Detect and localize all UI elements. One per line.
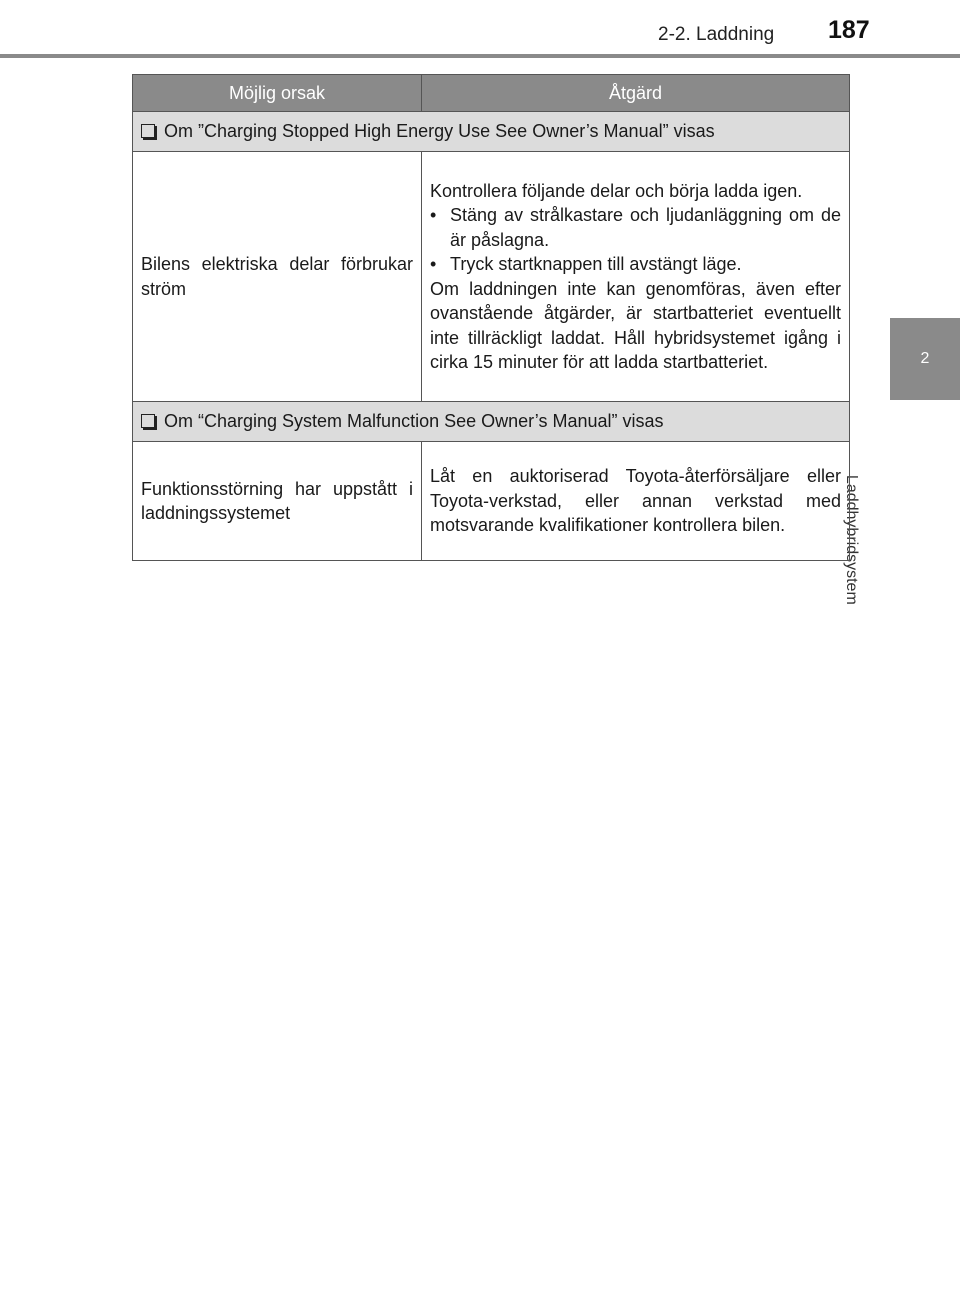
action-bullet-text: Tryck startknappen till avstängt läge. [450,254,742,274]
chapter-number: 2 [920,350,930,367]
page-number: 187 [828,16,870,44]
table-row [133,442,850,561]
cause-text: Bilens elektriska delar förbrukar ström [141,254,413,299]
action-bullet [430,203,841,252]
action-bullet-text: Stäng av strålkastare och ljudanläggning om de är påslagna. [450,205,841,250]
checkbox-icon [141,414,155,428]
column-header-action: Åtgärd [422,75,850,112]
action-bullet [430,252,841,277]
bullet-icon: • [430,254,437,274]
section-title-text: Om ”Charging Stopped High Energy Use See Owner’s Manual” visas [164,121,715,141]
action-cell [422,152,850,402]
checkbox-icon [141,124,155,138]
action-intro: Kontrollera följande delar och börja ladda igen. [430,180,803,201]
section-title: 2-2. Laddning [658,24,775,45]
section-title-text: Om “Charging System Malfunction See Owner’s Manual” visas [164,411,664,431]
cause-text: Funktionsstörning har uppstått i laddningssystemet [141,478,413,523]
column-header-cause: Möjlig orsak [133,75,422,112]
action-outro: Om laddningen inte kan genomföras, även efter ovanstående åtgärder, är startbatteriet eventuellt inte tillräckligt laddat. Håll hybridsystemet igång i cirka 15 minuter för att ladda startbatteriet. [430,278,841,372]
cause-cell [133,152,422,402]
troubleshooting-table [132,74,850,561]
action-intro: Låt en auktoriserad Toyota-återförsäljare eller Toyota-verkstad, eller annan verkstad med motsvarande kvalifikationer kontrollera bilen. [430,466,841,536]
chapter-label-text: Laddhybridsystem [843,474,861,605]
action-cell [422,442,850,561]
bullet-icon: • [430,205,437,225]
section-title-cell [133,402,850,442]
chapter-tab [890,318,960,400]
section-row [133,112,850,152]
section-title-cell [133,112,850,152]
table-row [133,152,850,402]
table-header-row [133,75,850,112]
header-rule [0,54,960,58]
page-header [0,0,960,60]
cause-cell [133,442,422,561]
section-row [133,402,850,442]
